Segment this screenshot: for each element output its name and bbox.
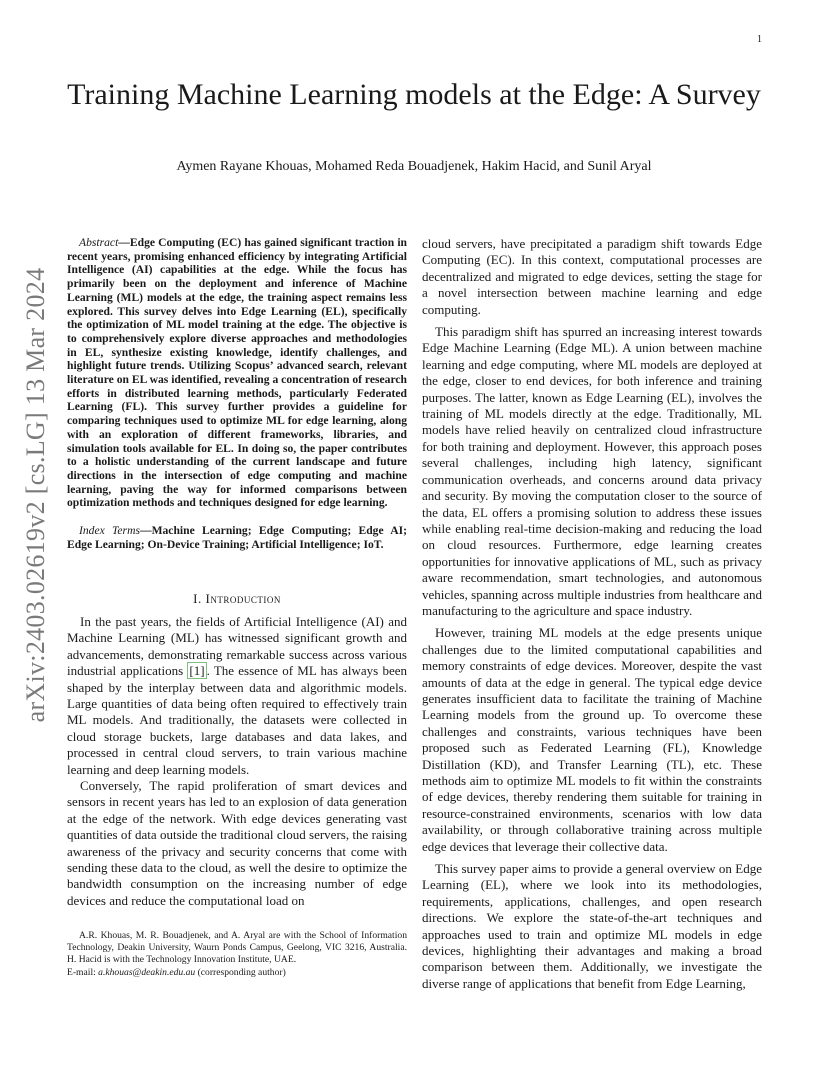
right-column <box>422 236 762 998</box>
index-terms <box>67 524 407 551</box>
intro-paragraph-1 <box>67 614 407 778</box>
email-suffix: (corresponding author) <box>195 966 286 978</box>
arxiv-identifier: arXiv:2403.02619v2 [cs.LG] 13 Mar 2024 <box>21 267 50 723</box>
intro-paragraph-4: However, training ML models at the edge presents unique challenges due to the limited computational capabilities and memory constraints of edge devices. Moreover, despite the vast amounts of data at the edge in general. The typical edge device generates insufficient data to facilitate the training of Machine Learning models from the ground up. To overcome these challenges and constraints, various techniques have been proposed such as Federated Learning (FL), Knowledge Distillation (KD), and Transfer Learning (TL), etc. These methods aim to optimize ML models to fit within the constraints of edge devices, thereby rendering them suitable for training in resource-constrained environments, scenarios with low data availability, or through collaborative training across multiple edge devices that leverage their collective data. <box>422 625 762 854</box>
intro-paragraph-3: This paradigm shift has spurred an increasing interest towards Edge Machine Learning (Edge ML). A union between machine learning and edge computing, where ML models are deployed at the edge, closer to end devices, for both inference and training purposes. The latter, known as Edge Learning (EL), involves the training of ML models directly at the edge. Traditionally, ML models have relied heavily on centralized cloud infrastructure for both training and deployment. However, this approach poses several challenges, including high latency, significant communication overheads, and concerns around data privacy and security. By moving the computation closer to the source of the data, EL offers a promising solution to address these issues while enabling real-time decision-making and reducing the load on cloud resources. Furthermore, edge learning creates opportunities for innovative applications of ML, such as privacy aware recommendation, smart technologies, and autonomous vehicles, spanning across multiple industries from healthcare and manufacturing to the agriculture and space industry. <box>422 324 762 618</box>
index-terms-label: Index Terms <box>79 524 140 538</box>
page-number: 1 <box>757 34 762 45</box>
email-address: a.khouas@deakin.edu.au <box>98 966 196 978</box>
footnote-email-line <box>67 967 407 979</box>
email-prefix: E-mail: <box>67 966 99 978</box>
section-heading-introduction: I. Introduction <box>193 591 281 607</box>
abstract-label: Abstract <box>79 236 119 249</box>
left-column <box>67 236 407 909</box>
footnote <box>67 930 407 979</box>
paper-title: Training Machine Learning models at the Edge: A Survey <box>67 78 761 111</box>
intro-p1-end: . The essence of ML has always been shaped by the interplay between data and algorithmic models. Large quantities of data being often required to effectively train ML models. And traditionally, the datasets were collected in cloud storage buckets, large databases and data lakes, and processed in central cloud servers, to train various machine learning and deep learning models. <box>67 663 407 777</box>
intro-paragraph-5: This survey paper aims to provide a general overview on Edge Learning (EL), where we look into its methodologies, requirements, applications, challenges, and open research directions. We explore the state-of-the-art techniques and approaches used to train and optimize ML models in edge devices, highlighting their advantages and making a broad comparison between them. Additionally, we investigate the diverse range of applications that benefit from Edge Learning, <box>422 861 762 991</box>
citation-link[interactable]: [1] <box>189 663 205 679</box>
abstract <box>67 236 407 510</box>
abstract-text: —Edge Computing (EC) has gained significant traction in recent years, promising enhanced efficiency by integrating Artificial Intelligence (AI) capabilities at the edge. While the focus has primarily been on the deployment and inference of Machine Learning (ML) models at the edge, the training aspect remains less explored. This survey delves into Edge Learning (EL), specifically the optimization of ML model training at the edge. The objective is to comprehensively explore diverse approaches and methodologies in EL, synthesize existing knowledge, identify challenges, and highlight future trends. Utilizing Scopus’ advanced search, relevant literature on EL was identified, revealing a concentration of research efforts in distributed learning methods, particularly Federated Learning (FL). This survey further provides a guideline for comparing techniques used to optimize ML for edge learning, along with an exploration of different frameworks, libraries, and simulation tools available for EL. In doing so, the paper contributes to a holistic understanding of the current landscape and future directions in the intersection of edge computing and machine learning, paving the way for informed comparisons between optimization methods and techniques designed for edge learning. <box>67 236 407 510</box>
intro-p1-start: In the past years, the fields of Artificial Intelligence (AI) and Machine Learning (ML) has witnessed significant growth and advancements, demonstrating remarkable success across various industrial applications <box>67 613 407 679</box>
arxiv-stamp <box>21 267 50 723</box>
intro-paragraph-2: Conversely, The rapid proliferation of smart devices and sensors in recent years has led to an explosion of data generation at the edge of the network. With edge devices generating vast quantities of data outside the traditional cloud servers, the raising awareness of the privacy and security concerns that come with sending these data to the cloud, as well the desire to optimize the bandwidth consumption on the increasing number of edge devices and reduce the computational load on <box>67 777 407 908</box>
footnote-affiliation: A.R. Khouas, M. R. Bouadjenek, and A. Aryal are with the School of Information Technology, Deakin University, Waurn Ponds Campus, Geelong, VIC 3216, Australia. H. Hacid is with the Technology Innovation Institute, UAE. <box>67 930 407 966</box>
intro-paragraph-2-continued: cloud servers, have precipitated a paradigm shift towards Edge Computing (EC). In this context, computational processes are decentralized and migrated to edge devices, setting the stage for a novel intersection between machine learning and edge computing. <box>422 236 762 317</box>
index-terms-text: —Machine Learning; Edge Computing; Edge AI; Edge Learning; On-Device Training; Artificial Intelligence; IoT. <box>67 524 408 551</box>
author-list: Aymen Rayane Khouas, Mohamed Reda Bouadjenek, Hakim Hacid, and Sunil Aryal <box>176 159 652 174</box>
